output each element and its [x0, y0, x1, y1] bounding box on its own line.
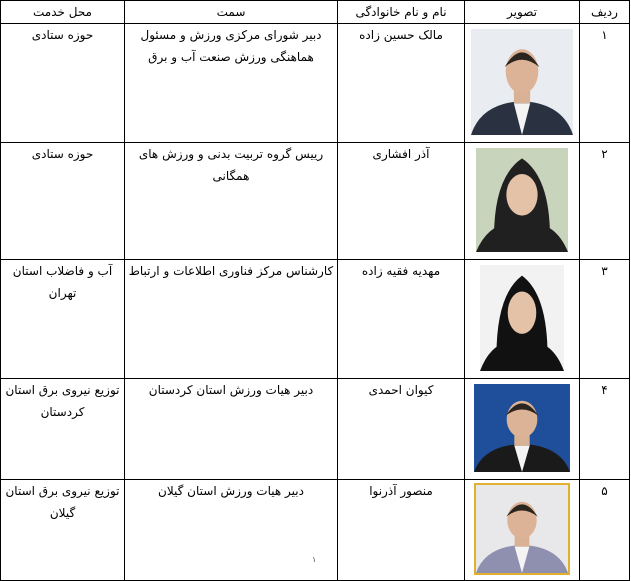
header-name: نام و نام خانوادگی — [338, 1, 465, 24]
row-name: منصور آذرنوا — [338, 480, 465, 581]
row-title: دبیر هیات ورزش استان کردستان — [125, 379, 338, 480]
row-place: حوزه ستادی — [1, 24, 125, 143]
portrait-photo — [476, 148, 568, 252]
portrait-silhouette — [471, 29, 573, 135]
row-title: رییس گروه تربیت بدنی و ورزش های همگانی — [125, 143, 338, 260]
header-row — [1, 1, 630, 24]
row-title: کارشناس مرکز فناوری اطلاعات و ارتباط — [125, 260, 338, 379]
portrait-photo — [480, 265, 564, 371]
table-row — [1, 260, 630, 379]
portrait-photo — [471, 29, 573, 135]
row-place: آب و فاضلاب استان تهران — [1, 260, 125, 379]
photo-cell — [465, 480, 580, 581]
row-rank: ۲ — [580, 143, 630, 260]
row-name: کیوان احمدی — [338, 379, 465, 480]
row-title: دبیر هیات ورزش استان گیلان — [125, 480, 338, 581]
portrait-silhouette — [476, 485, 568, 573]
row-name: مهدیه فقیه زاده — [338, 260, 465, 379]
portrait-silhouette — [476, 148, 568, 252]
row-place: حوزه ستادی — [1, 143, 125, 260]
table-row — [1, 480, 630, 581]
table-row — [1, 24, 630, 143]
row-name: مالک حسین زاده — [338, 24, 465, 143]
header-title: سمت — [125, 1, 338, 24]
row-title: دبیر شورای مرکزی ورزش و مسئول هماهنگی ورزش صنعت آب و برق — [125, 24, 338, 143]
row-rank: ۱ — [580, 24, 630, 143]
face-shape — [506, 174, 537, 216]
photo-cell — [465, 143, 580, 260]
photo-cell — [465, 379, 580, 480]
page-number: ۱ — [312, 555, 317, 564]
table-row — [1, 143, 630, 260]
face-shape — [508, 292, 537, 334]
portrait-photo — [476, 485, 568, 573]
header-photo: تصویر — [465, 1, 580, 24]
row-rank: ۵ — [580, 480, 630, 581]
row-rank: ۴ — [580, 379, 630, 480]
row-place: توزیع نیروی برق استان گیلان — [1, 480, 125, 581]
row-name: آذر افشاری — [338, 143, 465, 260]
photo-cell — [465, 24, 580, 143]
portrait-silhouette — [474, 384, 570, 472]
portrait-photo — [474, 384, 570, 472]
table-row — [1, 379, 630, 480]
row-rank: ۳ — [580, 260, 630, 379]
row-place: توزیع نیروی برق استان کردستان — [1, 379, 125, 480]
photo-cell — [465, 260, 580, 379]
header-place: محل خدمت — [1, 1, 125, 24]
header-rank: ردیف — [580, 1, 630, 24]
portrait-silhouette — [480, 265, 564, 371]
